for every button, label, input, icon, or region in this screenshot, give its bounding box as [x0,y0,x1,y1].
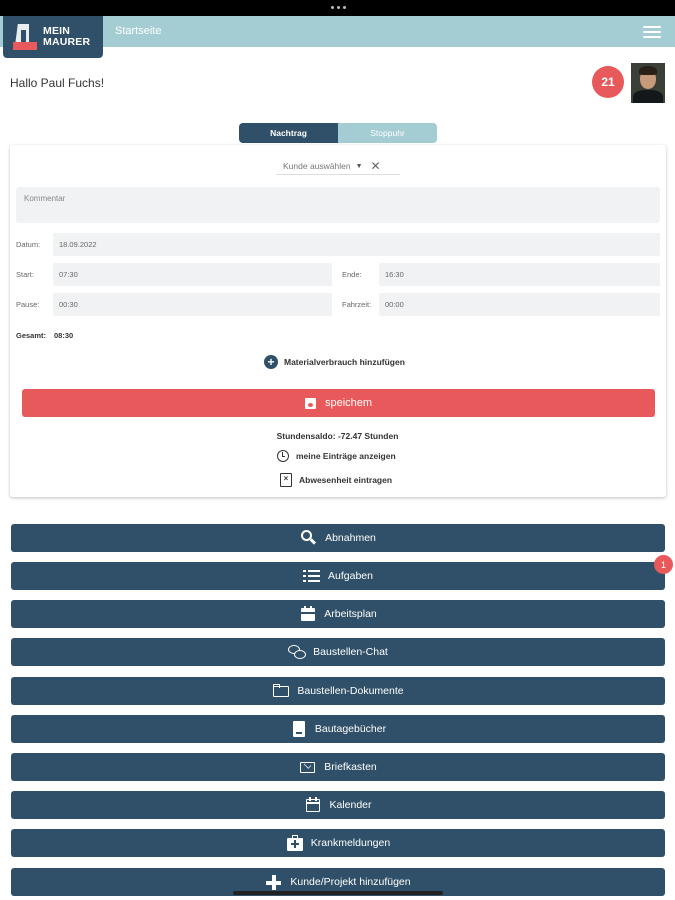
hamburger-menu-icon[interactable] [643,26,661,38]
start-label: Start: [16,270,34,279]
tasks-count-badge: 1 [654,555,673,574]
menu-label: Krankmeldungen [310,837,391,849]
menu-label: Aufgaben [328,570,373,582]
total-value: 08:30 [54,331,74,340]
folder-icon [272,683,290,699]
avatar[interactable] [631,63,665,103]
menu-label: Kunde/Projekt hinzufügen [290,876,411,888]
save-button[interactable] [22,389,655,417]
travel-field[interactable]: 00:00 [379,293,660,316]
absence-label: Abwesenheit eintragen [299,475,393,485]
app-logo[interactable] [3,16,103,58]
end-label: Ende: [342,270,362,279]
my-entries-label: meine Einträge anzeigen [296,451,396,461]
travel-label: Fahrzeit: [342,300,372,309]
save-icon [305,398,316,409]
home-indicator[interactable] [233,891,443,895]
menu-baustellen-dokumente-button[interactable] [11,677,665,705]
start-field[interactable]: 07:30 [53,263,332,286]
plus-circle-icon: + [264,355,278,369]
menu-label: Abnahmen [325,532,376,544]
menu-arbeitsplan-button[interactable] [11,600,665,628]
menu-baustellen-chat-button[interactable] [11,638,665,666]
total-label: Gesamt: [16,331,47,340]
add-material-label: Materialverbrauch hinzufügen [284,357,405,367]
menu-krankmeldungen-button[interactable] [11,829,665,857]
search-icon [300,530,318,546]
tab-nachtrag[interactable]: Nachtrag [239,123,338,143]
add-material-button[interactable] [264,355,405,369]
hours-balance: Stundensaldo: -72.47 Stunden [276,431,399,441]
status-bar [0,0,675,16]
greeting-text: Hallo Paul Fuchs! [10,76,105,90]
clock-icon [277,450,289,462]
chat-icon [288,644,306,660]
menu-briefkasten-button[interactable] [11,753,665,781]
customer-select-placeholder: Kunde auswählen [283,161,351,171]
menu-kalender-button[interactable] [11,791,665,819]
date-label: Datum: [16,240,41,249]
caret-down-icon: ▼ [355,162,363,170]
plus-icon [265,874,283,890]
save-label: speichem [324,397,373,409]
medkit-icon [286,835,304,851]
end-field[interactable]: 16:30 [379,263,660,286]
book-icon [290,721,308,737]
calendar-outline-icon [304,797,322,813]
menu-bautagebuecher-button[interactable] [11,715,665,743]
menu-label: Bautagebücher [314,723,387,735]
menu-abnahmen-button[interactable] [11,524,665,552]
calendar-x-icon: × [280,473,292,487]
mode-tabs [239,123,437,143]
menu-label: Baustellen-Chat [313,646,388,658]
pause-field[interactable]: 00:30 [53,293,332,316]
logo-text: MEIN MAURER [43,25,91,48]
menu-label: Kalender [329,799,372,811]
comment-field[interactable]: Kommentar [16,187,660,223]
absence-link[interactable] [280,473,392,487]
customer-select[interactable] [276,158,400,175]
notification-badge[interactable]: 21 [592,66,624,98]
total-row [16,331,73,340]
tasks-icon [303,568,321,584]
clear-icon[interactable]: ✕ [370,159,381,173]
calendar-icon [299,606,317,622]
pause-label: Pause: [16,300,40,309]
my-entries-link[interactable] [277,450,396,462]
page-title: Startseite [115,25,162,37]
menu-label: Briefkasten [324,761,377,773]
mail-icon [299,759,317,775]
tab-stoppuhr[interactable]: Stoppuhr [338,123,437,143]
date-field[interactable]: 18.09.2022 [53,233,660,256]
menu-label: Baustellen-Dokumente [297,685,404,697]
menu-label: Arbeitsplan [324,608,377,620]
logo-mark-icon [13,24,37,50]
menu-aufgaben-button[interactable] [11,562,665,590]
multitasking-dots-icon[interactable] [331,6,346,9]
